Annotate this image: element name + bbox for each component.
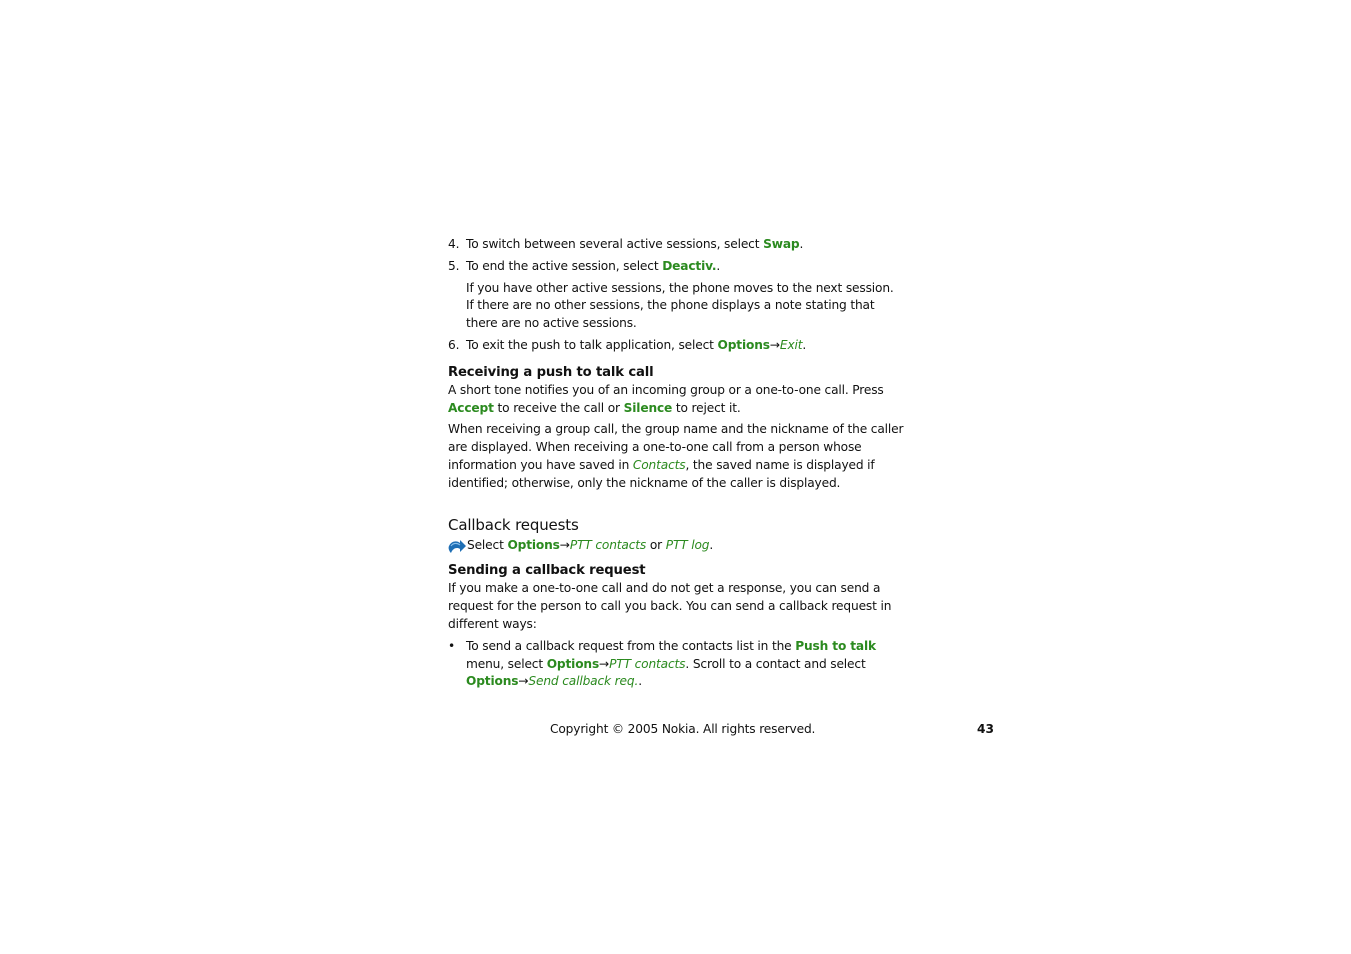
keyword-ptt-contacts: PTT contacts: [569, 537, 647, 552]
keyword-silence: Silence: [623, 400, 673, 415]
heading-sending-callback: Sending a callback request: [448, 563, 646, 579]
keyword-deactiv: Deactiv.: [662, 258, 717, 273]
step-number: 4.: [448, 237, 460, 251]
keyword-ptt-contacts: PTT contacts: [609, 656, 686, 671]
keyword-push-to-talk: Push to talk: [795, 638, 876, 653]
note-line-1: If you have other active sessions, the phone moves to the next session.: [466, 280, 894, 295]
heading-receiving: Receiving a push to talk call: [448, 364, 654, 380]
step-text: To end the active session, select: [466, 258, 663, 273]
punctuation: .: [716, 258, 721, 273]
receiving-para-1: [448, 382, 904, 418]
text: A short tone notifies you of an incoming group or a one-to-one call. Press: [448, 382, 884, 397]
text: . Scroll to a contact and select: [685, 656, 866, 671]
step-number: 6.: [448, 337, 460, 352]
text: Select: [467, 537, 508, 552]
keyword-contacts: Contacts: [632, 457, 686, 472]
keyword-accept: Accept: [448, 400, 494, 415]
text: .: [709, 537, 714, 552]
arrow: →: [599, 656, 610, 671]
punctuation: .: [802, 337, 807, 352]
page-content: [448, 236, 904, 691]
step-5: [448, 258, 904, 276]
step-number: 5.: [448, 258, 460, 273]
step-5-note: [448, 280, 904, 333]
text: menu, select: [466, 656, 547, 671]
text: to receive the call or: [493, 400, 624, 415]
keyword-send-callback-req: Send callback req.: [528, 674, 639, 689]
text: .: [638, 674, 642, 689]
step-4: [448, 236, 904, 254]
step-text: To switch between several active sessions, select: [466, 237, 764, 251]
keyword-exit: Exit: [779, 337, 803, 352]
callback-shortcut: [448, 537, 904, 555]
text: , the saved name is displayed if identified; otherwise, only the nickname of the caller is displayed.: [448, 457, 875, 490]
text: to reject it.: [672, 400, 741, 415]
footer-copyright: Copyright © 2005 Nokia. All rights reserved.: [550, 722, 816, 736]
sending-bullet-1: [448, 638, 904, 691]
text: To send a callback request from the contacts list in the: [466, 638, 796, 653]
text: When receiving a group call, the group name and the nickname of the caller are displayed. When receiving a one-to-one call from a person whose information you have saved in: [448, 422, 904, 472]
shortcut-arrow-icon: [448, 539, 467, 555]
keyword-swap: Swap: [763, 237, 800, 251]
keyword-options: Options: [466, 674, 519, 689]
bullet-dot: •: [448, 638, 456, 653]
receiving-para-2: [448, 421, 904, 492]
note-line-2: If there are no other sessions, the phone displays a note stating that there are no active sessions.: [466, 298, 875, 331]
text: or: [646, 537, 666, 552]
sending-para: If you make a one-to-one call and do not get a response, you can send a request for the person to call you back. You can send a callback request in different ways:: [448, 581, 892, 631]
page-number: 43: [977, 722, 994, 736]
keyword-options: Options: [717, 337, 770, 352]
keyword-options: Options: [546, 656, 600, 671]
keyword-ptt-log: PTT log: [665, 537, 710, 552]
step-6: [448, 337, 904, 355]
step-text: To exit the push to talk application, select: [466, 337, 718, 352]
punctuation: .: [799, 237, 804, 251]
arrow: →: [559, 537, 570, 552]
heading-callback-requests: Callback requests: [448, 515, 579, 534]
arrow: →: [518, 674, 529, 689]
keyword-options: Options: [507, 537, 560, 552]
arrow: →: [769, 337, 780, 352]
